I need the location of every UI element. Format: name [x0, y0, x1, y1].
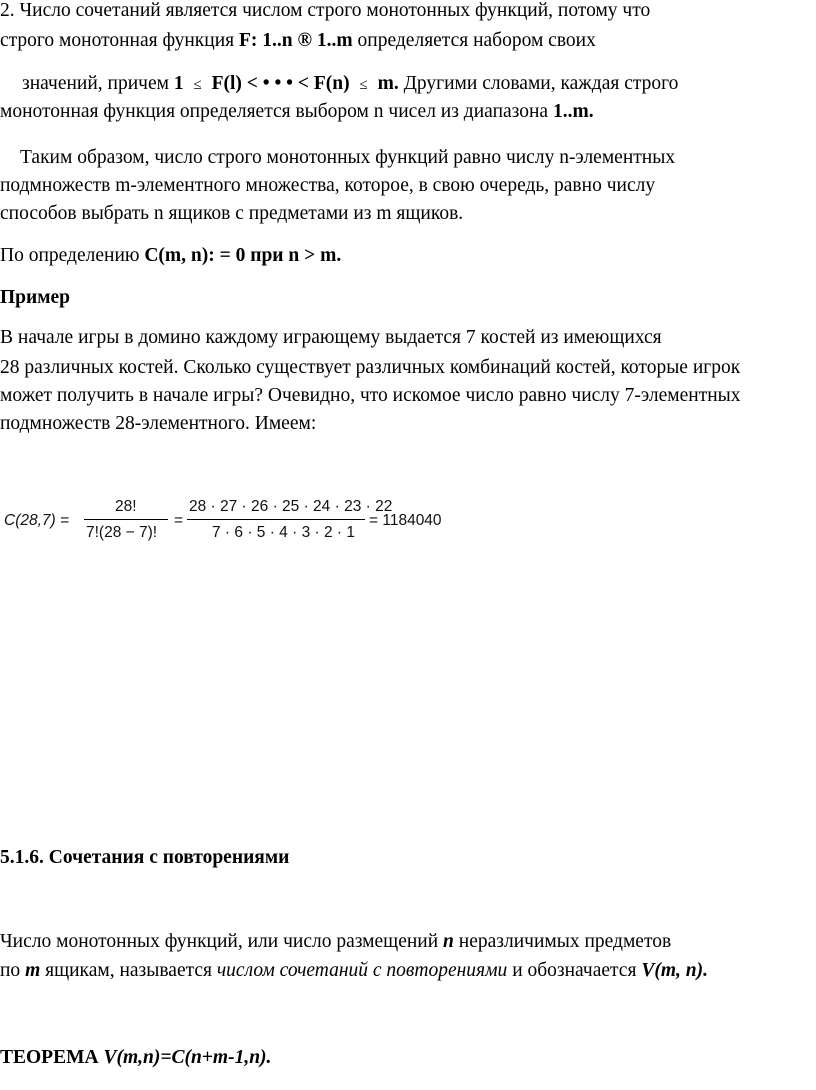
text: подмножеств m-элементного множества, которое, в свою очередь, равно числу [0, 175, 656, 196]
function-notation: F: 1..n ® 1..m [238, 30, 353, 51]
fraction-2-bar [187, 519, 365, 520]
text: и обозначается [507, 960, 642, 981]
paragraph-5-line-2 [0, 960, 708, 982]
inequality-chain: F(l) < • • • < F(n) [211, 73, 350, 94]
text: По определению [0, 245, 145, 266]
theorem-label: ТЕОРЕМА [0, 1047, 104, 1068]
example-heading [0, 287, 70, 309]
text: 2. Число сочетаний является числом строго монотонных функций, потому что [0, 0, 651, 21]
paragraph-4-line-4 [0, 413, 316, 435]
fraction-1-numerator: 28! [115, 498, 137, 515]
paragraph-4-line-1 [0, 327, 662, 349]
formula-equals: = [174, 512, 184, 529]
paragraph-1-line-3 [22, 73, 678, 96]
paragraph-1-line-2 [0, 30, 596, 52]
text: Таким образом, число строго монотонных функций равно числу n-элементных [20, 147, 676, 168]
text: 28 различных костей. Сколько существует различных комбинаций костей, которые игрок [0, 357, 741, 378]
text: неразличимых предметов [453, 931, 672, 952]
paragraph-1-line-1 [0, 0, 650, 22]
section-heading-text: 5.1.6. Сочетания с повторениями [0, 847, 290, 868]
text: по [0, 960, 26, 981]
inequality-end: m. [377, 73, 399, 94]
fraction-1-bar [84, 519, 168, 520]
text: определяется набором своих [352, 30, 596, 51]
text: способов выбрать n ящиков с предметами из m ящиков. [0, 203, 464, 224]
text: строго монотонная функция [0, 30, 239, 51]
theorem-formula: V(m,n)=C(n+m-1,n). [103, 1047, 272, 1068]
paragraph-2-line-1 [20, 147, 675, 169]
variable-m: m [25, 960, 41, 981]
section-heading [0, 847, 289, 869]
formula-lhs: C(28,7) = [4, 512, 70, 529]
paragraph-1-line-4 [0, 101, 594, 123]
fraction-1-denominator: 7!(28 − 7)! [86, 524, 158, 541]
text: В начале игры в домино каждому играющему выдается 7 костей из имеющихся [0, 327, 662, 348]
formula-result: = 1184040 [369, 512, 442, 529]
text: Другими словами, каждая строго [398, 73, 679, 94]
definition-formula: C(m, n): = 0 при n > m. [144, 245, 342, 266]
paragraph-5-line-1 [0, 931, 671, 953]
text: ящикам, называется [40, 960, 217, 981]
range-notation: 1..m. [552, 101, 594, 122]
paragraph-4-line-2 [0, 357, 740, 379]
defined-term: числом сочетаний с повторениями [216, 960, 508, 981]
variable-n: n [443, 931, 454, 952]
text: может получить в начале игры? Очевидно, что искомое число равно числу 7-элементных [0, 385, 741, 406]
le-symbol: ≤ [193, 77, 202, 93]
text: Число монотонных функций, или число размещений [0, 931, 444, 952]
inequality-start: 1 [173, 73, 184, 94]
theorem-line [0, 1047, 271, 1069]
notation: V(m, n). [641, 960, 708, 981]
paragraph-4-line-3 [0, 385, 741, 407]
example-heading-text: Пример [0, 287, 71, 308]
text: подмножеств 28-элементного. Имеем: [0, 413, 317, 434]
fraction-2-numerator: 28 · 27 · 26 · 25 · 24 · 23 · 22 [189, 498, 393, 515]
text: значений, причем [22, 73, 174, 94]
definition-line [0, 245, 341, 267]
paragraph-2-line-3 [0, 203, 463, 225]
paragraph-2-line-2 [0, 175, 655, 197]
fraction-2-denominator: 7 · 6 · 5 · 4 · 3 · 2 · 1 [212, 524, 355, 541]
text: монотонная функция определяется выбором n чисел из диапазона [0, 101, 553, 122]
le-symbol: ≤ [359, 77, 368, 93]
